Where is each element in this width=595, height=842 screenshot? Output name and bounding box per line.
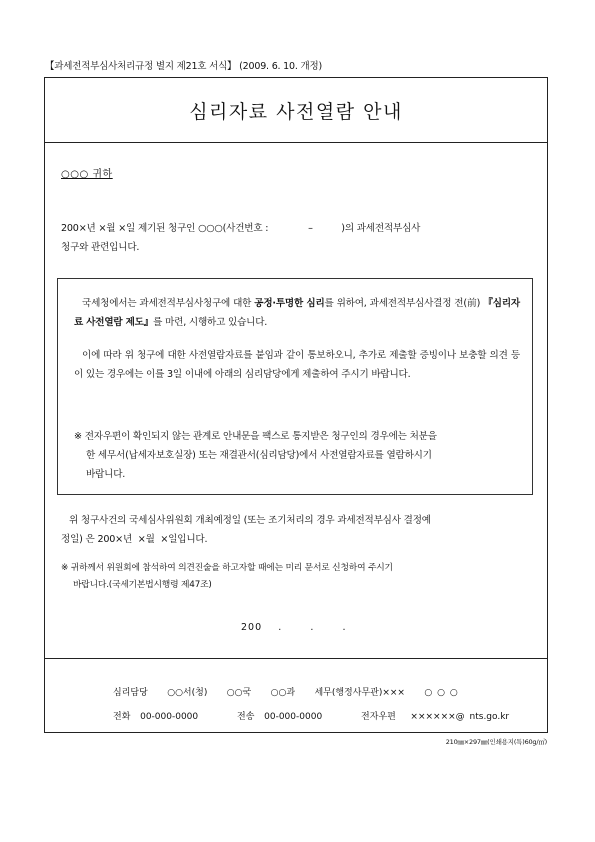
intro-paragraph [61,219,531,257]
notice-box [57,278,533,495]
notice-note-line-1: ※ 전자우편이 확인되지 않는 관계로 안내문을 팩스로 통지받은 청구인의 경우에는 처분을 [74,431,437,442]
title-row [45,78,547,143]
attend-note [61,560,531,594]
notice-p1-text-c: 를 위하여, 과세전적부 [324,298,416,309]
intro-line-2: 청구와 관련입니다. [61,242,140,253]
notice-p1-text-f: 를 마련, 시행하고 있습니다. [153,317,268,328]
attend-note-line-2: 바랍니다.(국세기본법시행령 제47조) [73,580,212,590]
document-title: 심리자료 사전열람 안내 [189,100,403,123]
meeting-paragraph [61,511,531,549]
notice-note-line-2: 한 세무서(납세자보호실장) 또는 재결관서(심리담당)에서 사전열람자료를 열람하시기 [86,450,432,461]
notice-p1-bold-a: 공정·투명한 심리 [254,298,325,309]
form-frame [44,77,548,733]
contact-row-1: 심리담당 ○○서(청) ○○국 ○○과 세무(행정사무관)××× ○ ○ ○ [113,688,458,698]
meeting-line-1: 위 청구사건의 국세심사위원회 개최예정일 (또는 조기처리의 경우 과세전적부심사 결정예 [69,515,431,526]
attend-note-line-1: ※ 귀하께서 위원회에 참석하여 의견진술을 하고자할 때에는 미리 문서로 신청하여 주시기 [61,563,393,573]
date-line: 200 . . . [241,622,347,633]
paper-spec: 210㎜×297㎜(인쇄용지(특)60g/㎡) [445,738,547,746]
notice-note-line-3: 바랍니다. [86,469,126,480]
addressee: ○○○ 귀하 [61,169,113,180]
notice-paragraph-1 [74,294,520,332]
notice-p1-bold-e: 『심리자료 사전열람 제도』 [74,298,520,328]
notice-p1-text-d: 심사결정 전(前) [415,298,484,309]
contact-footer [45,658,547,734]
notice-p1-text-a: 국세청에서는 과세전적부심사청구에 대한 [82,298,255,309]
notice-email-note [74,427,520,484]
intro-line-1: 200×년 ×월 ×일 제기된 청구인 ○○○(사건번호 : – )의 과세전적부심사 [61,223,421,234]
contact-row-2: 전화 00-000-0000 전송 00-000-0000 전자우편 ××××××@ nts.go.kr [113,712,510,722]
notice-paragraph-2: 이에 따라 위 청구에 대한 사전열람자료를 붙임과 같이 통보하오니, 추가로 제출할 증빙이나 보충할 의견 등이 있는 경우에는 이를 3일 이내에 아래의 심리담당에게 제출하여 주시기 바랍니다. [74,350,520,380]
form-header: 【과세전적부심사처리규정 별지 제21호 서식】 (2009. 6. 10. 개정) [45,61,322,72]
meeting-line-2: 정일) 은 200×년 ×월 ×일입니다. [61,534,208,545]
